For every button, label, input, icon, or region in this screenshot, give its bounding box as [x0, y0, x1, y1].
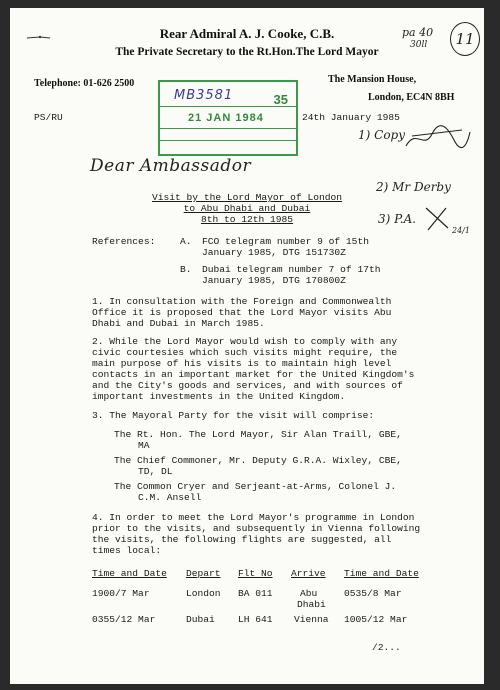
- title-line-2: to Abu Dhabi and Dubai: [183, 203, 311, 214]
- flight-number: BA 011: [238, 588, 273, 599]
- stamp-number: 35: [273, 92, 288, 107]
- reference-a-line-2: January 1985, DTG 151730Z: [202, 247, 346, 258]
- header-time-date-depart: Time and Date: [92, 568, 167, 579]
- arrival-time: 1005/12 Mar: [344, 614, 408, 625]
- paragraph-2-line-2: civic courtesies which such visits might require, the: [92, 347, 398, 358]
- party-member-1-line-1: The Rt. Hon. The Lord Mayor, Sir Alan Traill, GBE,: [114, 429, 402, 440]
- party-member-1-line-2: MA: [138, 440, 150, 451]
- letter-page: [10, 8, 484, 684]
- flight-table-header: [10, 568, 484, 580]
- paragraph-2-line-1: 2. While the Lord Mayor would wish to comply with any: [92, 336, 398, 347]
- header-depart: Depart: [186, 568, 221, 579]
- handwritten-note-2: 2) Mr Derby: [376, 180, 451, 194]
- party-member-3-line-1: The Common Cryer and Serjeant-at-Arms, Colonel J.: [114, 481, 397, 492]
- paragraph-2-line-4: contacts in an important market for the United Kingdom's: [92, 369, 415, 380]
- arrive-city: Vienna: [294, 614, 329, 625]
- salutation: Dear Ambassador: [90, 156, 252, 176]
- stamp-code: MB3581: [174, 88, 234, 103]
- arrive-city-line-2: Dhabi: [297, 599, 326, 610]
- reference-a-marker: A.: [180, 236, 192, 247]
- reference-b-line-1: Dubai telegram number 7 of 17th: [202, 264, 381, 275]
- sender-name: Rear Admiral A. J. Cooke, C.B.: [159, 26, 335, 41]
- circled-number: 11: [450, 22, 480, 56]
- handwritten-note-3: 3) P.A.: [378, 212, 417, 226]
- sender-position: The Private Secretary to the Rt.Hon.The Lord Mayor: [115, 46, 379, 58]
- header-flight-number: Flt No: [238, 568, 273, 579]
- departure-time: 1900/7 Mar: [92, 588, 150, 599]
- page-continuation: /2...: [372, 642, 401, 653]
- paragraph-2-line-5: and the City's goods and services, and with sources of: [92, 380, 403, 391]
- paragraph-4-line-4: times local:: [92, 545, 162, 556]
- letter-date: 24th January 1985: [302, 112, 400, 123]
- paragraph-4-line-2: prior to the visits, and subsequently in Vienna following: [92, 523, 421, 534]
- handwritten-note-top-sub: 30ll: [410, 40, 428, 50]
- reference-a-line-1: FCO telegram number 9 of 15th: [202, 236, 369, 247]
- scribble-icon: [402, 120, 474, 156]
- reference-code: PS/RU: [34, 112, 63, 123]
- handwritten-note-1: 1) Copy: [358, 128, 405, 142]
- flight-number: LH 641: [238, 614, 273, 625]
- paragraph-4-line-3: the visits, the following flights are suggested, all: [92, 534, 392, 545]
- paragraph-2-line-6: important investments in the United Kingdom.: [92, 391, 346, 402]
- paragraph-1-line-2: Office it is proposed that the Lord Mayor visits Abu: [92, 307, 392, 318]
- arrive-city: Abu: [300, 588, 318, 599]
- address-line-2: London, EC4N 8BH: [368, 92, 455, 103]
- reference-b-marker: B.: [180, 264, 192, 275]
- party-member-3-line-2: C.M. Ansell: [138, 492, 202, 503]
- depart-city: London: [186, 588, 221, 599]
- header-time-date-arrive: Time and Date: [344, 568, 419, 579]
- arrival-time: 0535/8 Mar: [344, 588, 402, 599]
- departure-time: 0355/12 Mar: [92, 614, 156, 625]
- table-row: [10, 588, 484, 600]
- telephone: Telephone: 01-626 2500: [34, 78, 135, 89]
- paragraph-2-line-3: main purpose of his visits is to maintain high level: [92, 358, 392, 369]
- paragraph-1-line-3: Dhabi and Dubai in March 1985.: [92, 318, 265, 329]
- title-line-3: 8th to 12th 1985: [200, 214, 294, 225]
- paragraph-3: 3. The Mayoral Party for the visit will comprise:: [92, 410, 375, 421]
- paragraph-1-line-1: 1. In consultation with the Foreign and Commonwealth: [92, 296, 392, 307]
- table-row: [10, 614, 484, 626]
- depart-city: Dubai: [186, 614, 215, 625]
- header-arrive: Arrive: [291, 568, 326, 579]
- handwritten-note-top: pa 40: [402, 26, 434, 39]
- party-member-2-line-2: TD, DL: [138, 466, 173, 477]
- title-line-1: Visit by the Lord Mayor of London: [152, 192, 342, 203]
- received-stamp: [158, 80, 298, 156]
- references-label: References:: [92, 236, 156, 247]
- handwritten-note-3-sub: 24/1: [452, 226, 470, 235]
- stamp-date: 21 JAN 1984: [188, 112, 264, 124]
- reference-b-line-2: January 1985, DTG 170800Z: [202, 275, 346, 286]
- address-line-1: The Mansion House,: [328, 74, 417, 85]
- paragraph-4-line-1: 4. In order to meet the Lord Mayor's programme in London: [92, 512, 415, 523]
- party-member-2-line-1: The Chief Commoner, Mr. Deputy G.R.A. Wixley, CBE,: [114, 455, 402, 466]
